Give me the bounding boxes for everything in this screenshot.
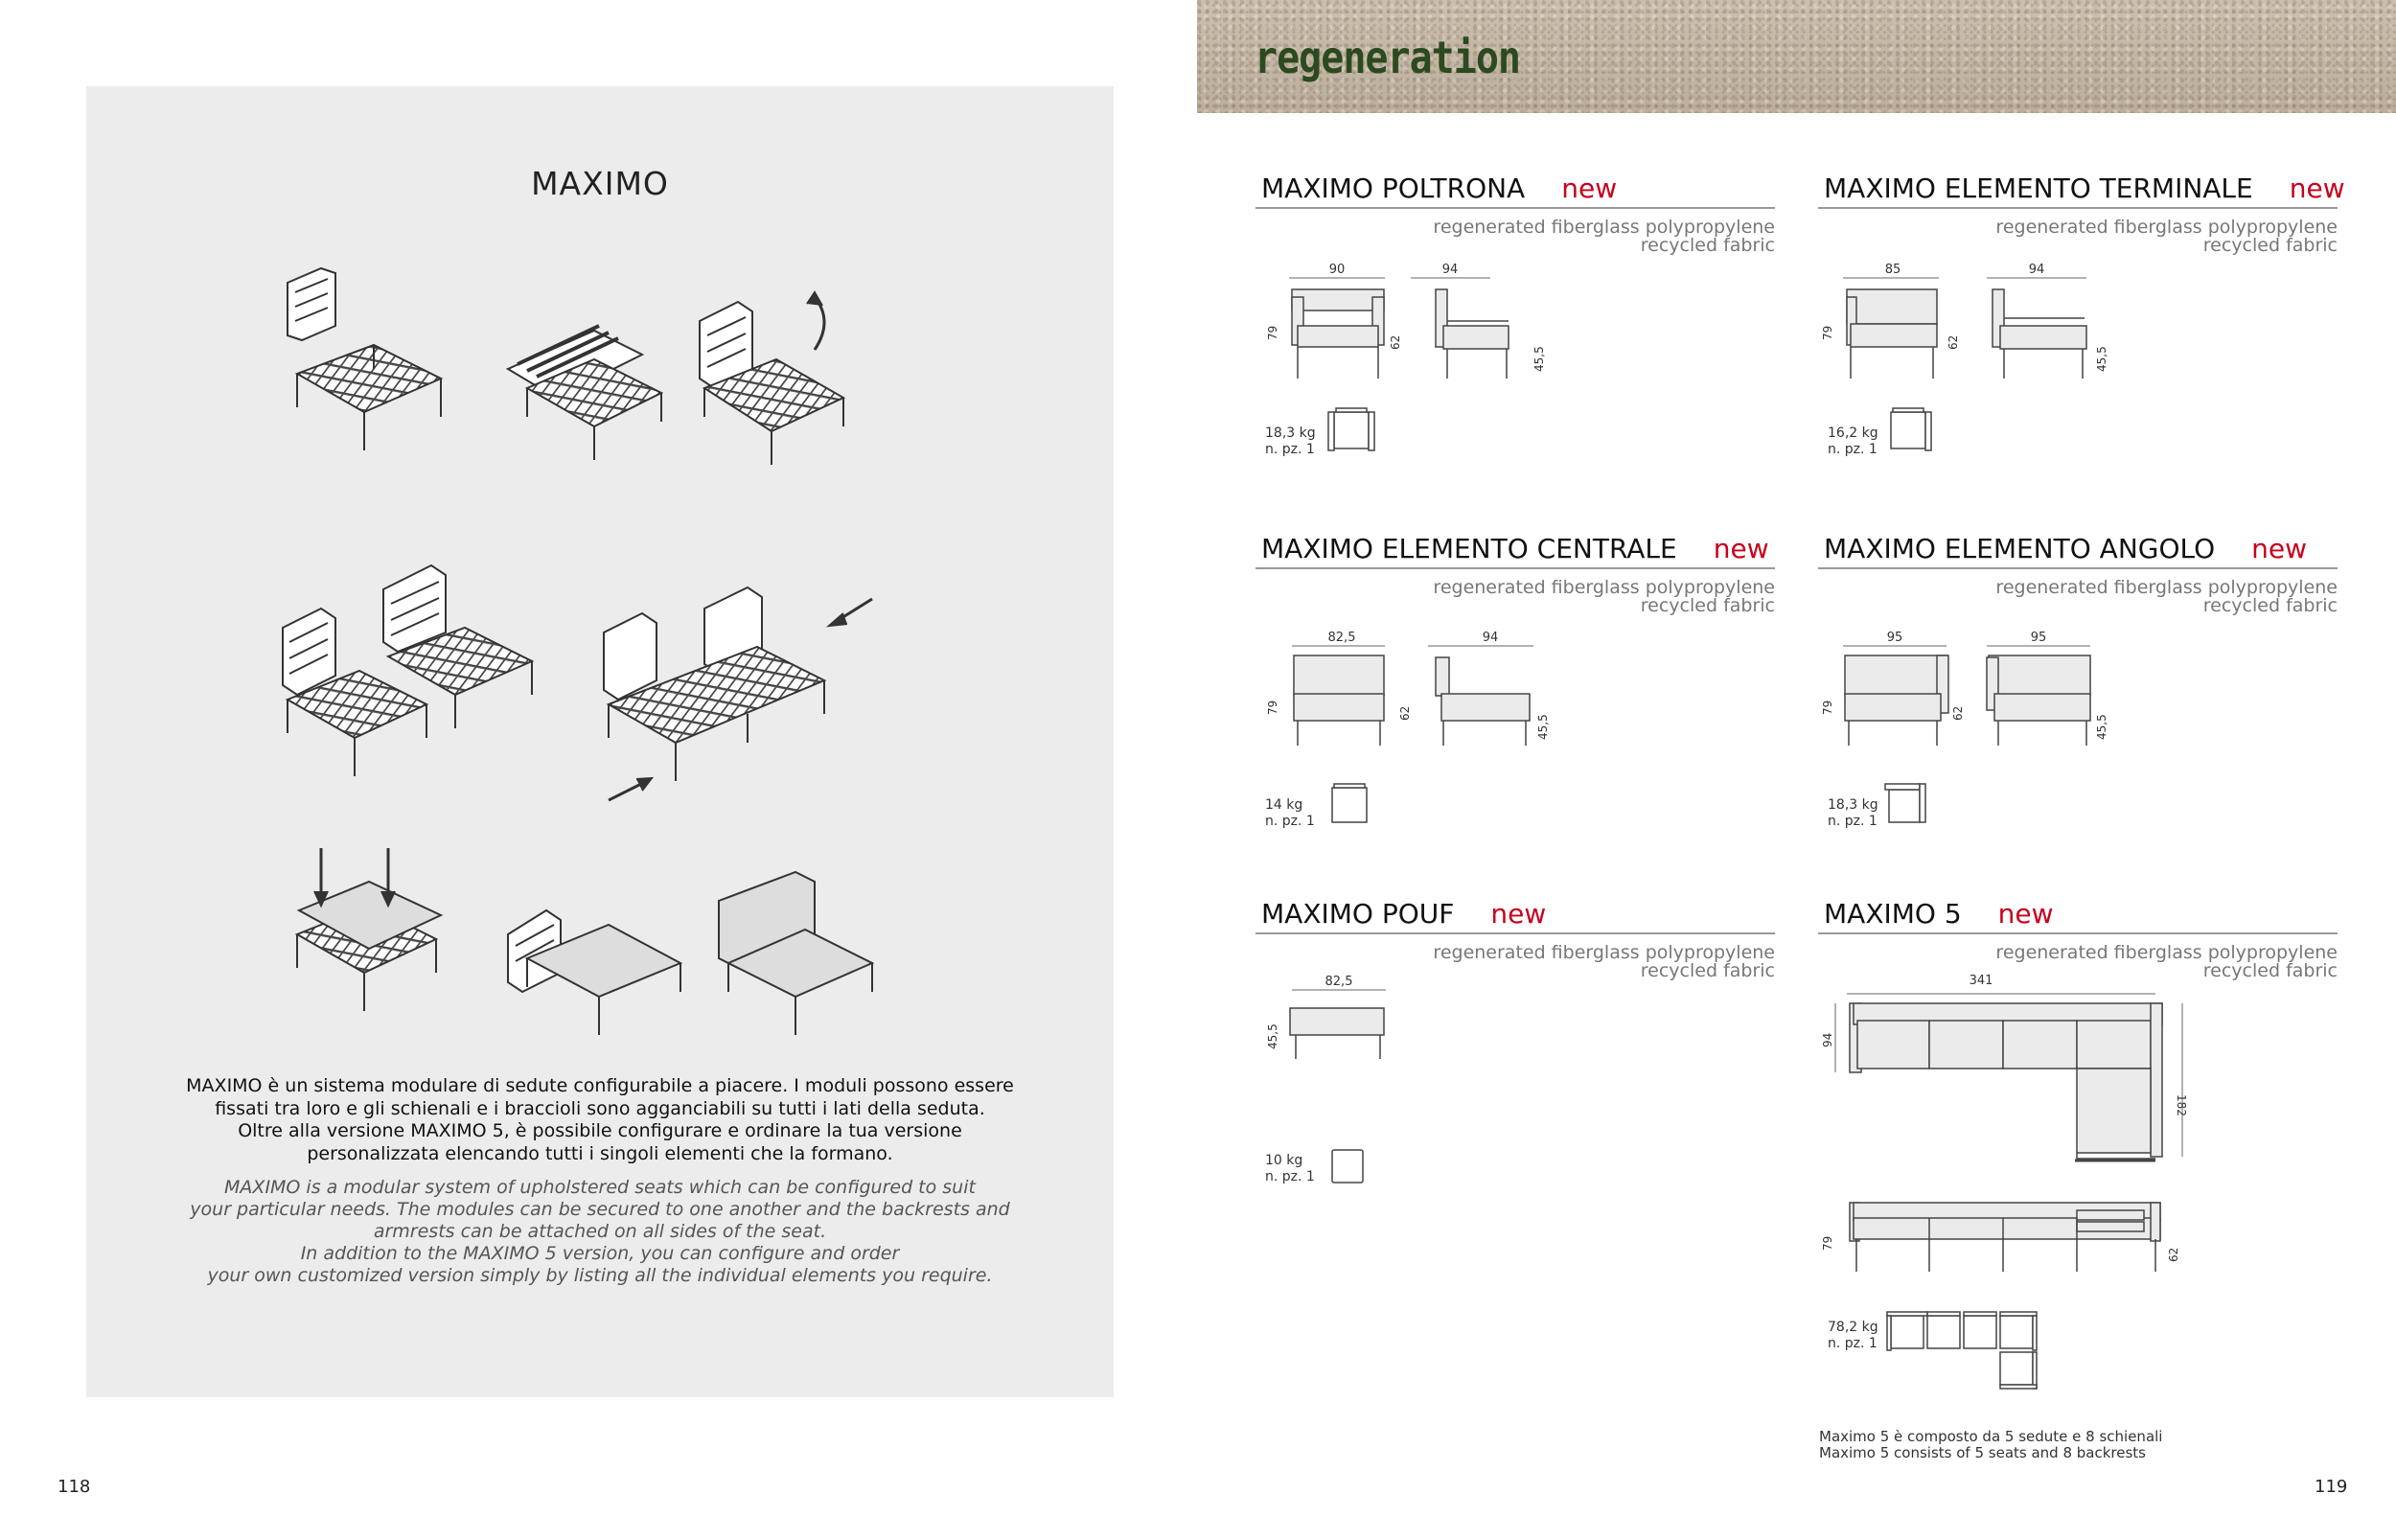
- svg-text:79: 79: [1266, 325, 1279, 340]
- materials: regenerated fiberglass polypropylene recycled fabric: [1433, 942, 1775, 981]
- product-maximo-pouf: [1256, 898, 1775, 1243]
- svg-text:45,5: 45,5: [2095, 346, 2108, 372]
- product-maximo-5: [1818, 898, 2338, 1435]
- product-name: MAXIMO ELEMENTO CENTRALE: [1261, 533, 1677, 564]
- step-3-illustration: [700, 292, 843, 465]
- new-badge: new: [1713, 533, 1769, 564]
- weight-info: 18,3 kg n. pz. 1: [1828, 797, 1878, 829]
- weight-info: 78,2 kg n. pz. 1: [1828, 1320, 1878, 1351]
- weight-info: 14 kg n. pz. 1: [1265, 797, 1315, 829]
- product-maximo-elemento-terminale: [1818, 172, 2345, 517]
- svg-text:182: 182: [2175, 1094, 2188, 1116]
- product-maximo-poltrona: [1256, 172, 1775, 517]
- product-name: MAXIMO ELEMENTO ANGOLO: [1824, 533, 2216, 564]
- product-name: MAXIMO ELEMENTO TERMINALE: [1824, 172, 2253, 204]
- svg-text:79: 79: [1821, 700, 1834, 715]
- product-name: MAXIMO POUF: [1261, 898, 1455, 930]
- svg-text:341: 341: [1969, 974, 1993, 988]
- materials: regenerated fiberglass polypropylene recycled fabric: [1433, 577, 1775, 616]
- step-7-illustration: [508, 910, 680, 1035]
- svg-text:94: 94: [2028, 263, 2045, 277]
- assembly-illustrations: [278, 264, 1006, 1088]
- product-name: MAXIMO 5: [1824, 898, 1962, 930]
- new-badge: new: [2289, 172, 2345, 204]
- left-panel: [86, 86, 1114, 1397]
- svg-text:85: 85: [1884, 263, 1901, 277]
- brand-logo: regeneration: [1255, 33, 1520, 84]
- svg-text:94: 94: [1821, 1032, 1834, 1047]
- dimension-drawings: [1818, 533, 2338, 839]
- page-number-right: 119: [2315, 1477, 2348, 1497]
- new-badge: new: [1997, 898, 2054, 930]
- svg-text:94: 94: [1482, 631, 1499, 645]
- svg-text:95: 95: [1886, 631, 1903, 645]
- svg-text:79: 79: [1821, 1235, 1834, 1251]
- header-band: [1197, 0, 2396, 113]
- svg-text:45,5: 45,5: [1266, 1023, 1279, 1049]
- materials: regenerated fiberglass polypropylene recycled fabric: [1995, 217, 2338, 256]
- product-name: MAXIMO POLTRONA: [1261, 172, 1526, 204]
- materials: regenerated fiberglass polypropylene recycled fabric: [1995, 577, 2338, 616]
- materials: regenerated fiberglass polypropylene recycled fabric: [1433, 217, 1775, 256]
- svg-text:79: 79: [1266, 700, 1279, 715]
- svg-text:82,5: 82,5: [1327, 631, 1356, 645]
- weight-info: 10 kg n. pz. 1: [1265, 1153, 1315, 1184]
- new-badge: new: [1490, 898, 1547, 930]
- step-4-illustration: [283, 565, 532, 776]
- svg-text:62: 62: [1398, 705, 1412, 721]
- maximo-5-note: Maximo 5 è composto da 5 sedute e 8 schienali Maximo 5 consists of 5 seats and 8 backrests: [1819, 1428, 2163, 1461]
- svg-text:62: 62: [1947, 334, 1960, 350]
- page-title: MAXIMO: [531, 165, 669, 202]
- svg-text:45,5: 45,5: [1532, 346, 1546, 372]
- svg-text:45,5: 45,5: [2095, 714, 2108, 740]
- svg-text:62: 62: [1389, 334, 1402, 350]
- svg-text:95: 95: [2030, 631, 2047, 645]
- description-italian: MAXIMO è un sistema modulare di sedute configurabile a piacere. I moduli possono essere fissati tra loro e gli schienali e i braccioli sono agganciabili su tutti i lati della seduta. Oltre alla versione MAXIMO 5, è possibile configurare e ordinare la tua versione personalizzata elencando tutti i singoli elementi che la formano.: [186, 1075, 1014, 1164]
- dimension-drawings: [1818, 898, 2338, 1435]
- materials: regenerated fiberglass polypropylene recycled fabric: [1995, 942, 2338, 981]
- dimension-drawings: [1256, 172, 1775, 460]
- svg-text:45,5: 45,5: [1536, 714, 1550, 740]
- new-badge: new: [2251, 533, 2308, 564]
- product-maximo-elemento-angolo: [1818, 533, 2338, 878]
- dimension-drawings: [1256, 898, 1775, 1205]
- weight-info: 18,3 kg n. pz. 1: [1265, 425, 1316, 457]
- product-maximo-elemento-centrale: [1256, 533, 1775, 878]
- weight-info: 16,2 kg n. pz. 1: [1828, 425, 1878, 457]
- step-8-illustration: [719, 872, 872, 1035]
- svg-text:82,5: 82,5: [1325, 975, 1353, 989]
- dimension-drawings: [1818, 172, 2338, 460]
- description-english: MAXIMO is a modular system of upholstered seats which can be configured to suit your particular needs. The modules can be secured to one another and the backrests and armrests can be attached on all sides of the seat. In addition to the MAXIMO 5 version, you can configure and order your own customized version simply by listing all the individual elements you require.: [190, 1177, 1010, 1286]
- step-2-illustration: [508, 326, 661, 460]
- page-number-left: 118: [58, 1477, 91, 1497]
- step-6-illustration: [297, 848, 441, 1011]
- step-5-illustration: [604, 587, 872, 800]
- dimension-drawings: [1256, 533, 1775, 839]
- new-badge: new: [1561, 172, 1618, 204]
- svg-text:79: 79: [1821, 325, 1834, 340]
- svg-text:94: 94: [1441, 263, 1459, 277]
- svg-text:90: 90: [1328, 263, 1346, 277]
- svg-text:62: 62: [1951, 705, 1965, 721]
- step-1-illustration: [288, 268, 441, 450]
- svg-text:62: 62: [2167, 1247, 2180, 1262]
